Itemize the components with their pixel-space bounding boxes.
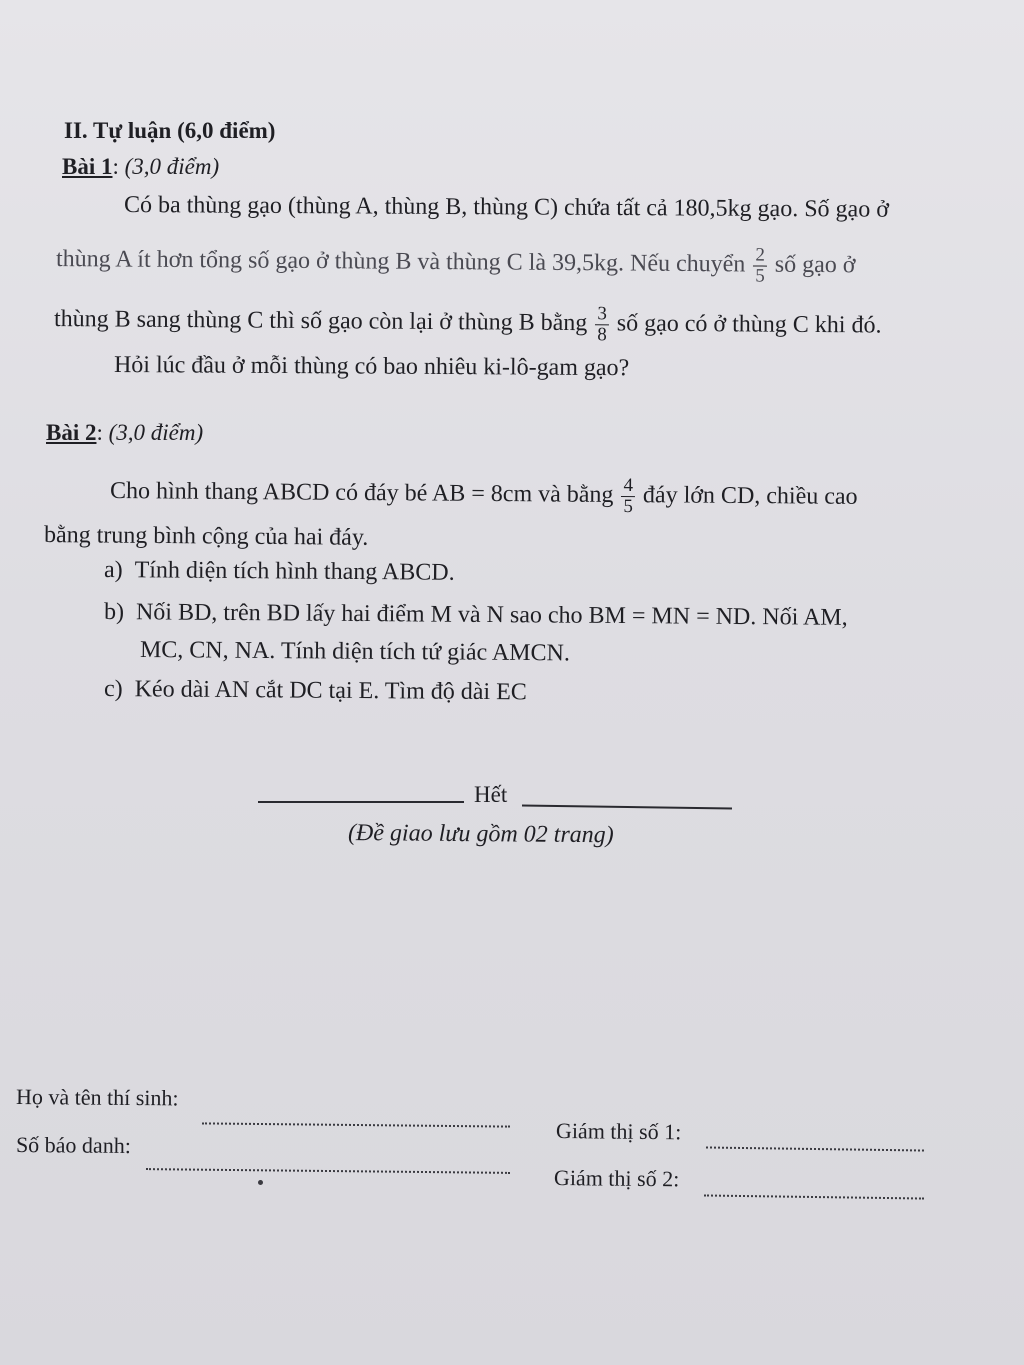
proctor2-field: [704, 1194, 924, 1199]
fraction-numerator: 3: [595, 304, 609, 325]
bai1-points: (3,0 điểm): [124, 154, 220, 179]
bai1-fraction-2-5: [753, 245, 767, 286]
bai2-item-a: [104, 555, 455, 588]
bai1-line2-text: thùng A ít hơn tổng số gạo ở thùng B và thùng C là 39,5kg. Nếu chuyển: [55, 246, 746, 278]
bai2-fraction-4-5: [621, 476, 635, 517]
bai1-fraction-3-8: [595, 304, 609, 345]
proctor2-label: Giám thị số 2:: [553, 1165, 680, 1192]
fraction-denominator: 5: [623, 496, 633, 518]
bai1-line1: Có ba thùng gạo (thùng A, thùng B, thùng C) chứa tất cả 180,5kg gạo. Số gạo ở: [123, 192, 890, 223]
end-rule-left: [258, 801, 464, 803]
end-text: Hết: [474, 782, 508, 807]
candidate-id-label: Số báo danh:: [15, 1132, 131, 1159]
bai2-line1-tail: đáy lớn CD, chiều cao: [642, 482, 858, 510]
page-count-note: (Đề giao lưu gồm 02 trang): [347, 820, 614, 849]
end-rule-right: [522, 805, 732, 809]
fraction-denominator: 5: [755, 265, 765, 287]
fraction-denominator: 8: [597, 324, 607, 346]
bai2-line2: bằng trung bình cộng của hai đáy.: [43, 522, 369, 551]
bai1-line3: [54, 300, 882, 347]
bai1-label: Bài 1: [62, 154, 113, 179]
bai2-item-c: [104, 674, 527, 707]
bai1-question: Hỏi lúc đầu ở mỗi thùng có bao nhiêu ki-lô-gam gạo?: [113, 352, 630, 382]
bai2-line1-text: Cho hình thang ABCD có đáy bé AB = 8cm và bằng: [109, 478, 614, 508]
candidate-name-label: Họ và tên thí sinh:: [15, 1084, 179, 1111]
bai2-item-b: [104, 597, 848, 633]
item-marker: a): [103, 557, 123, 584]
bai2-item-b-cont: MC, CN, NA. Tính diện tích tứ giác AMCN.: [139, 637, 570, 667]
proctor1-field: [706, 1146, 924, 1151]
fraction-numerator: 2: [753, 245, 767, 266]
bai1-line2: [56, 240, 856, 287]
bai1-line2-tail: số gạo ở: [774, 251, 856, 279]
bai2-line1: [110, 472, 858, 519]
bai1-header: Bài 1: (3,0 điểm): [62, 154, 220, 179]
bai2-points: (3,0 điểm): [108, 420, 204, 445]
bai2-header: Bài 2: (3,0 điểm): [46, 420, 204, 445]
proctor1-label: Giám thị số 1:: [555, 1118, 682, 1145]
candidate-id-field: [146, 1168, 510, 1174]
item-a-text: Tính diện tích hình thang ABCD.: [134, 557, 455, 586]
ink-dot: [258, 1180, 263, 1185]
item-marker: c): [103, 676, 123, 703]
fraction-numerator: 4: [621, 476, 635, 497]
bai1-line3-text: thùng B sang thùng C thì số gạo còn lại ở thùng B bằng: [53, 306, 588, 337]
bai2-label: Bài 2: [46, 420, 97, 445]
item-b-text: Nối BD, trên BD lấy hai điểm M và N sao cho BM = MN = ND. Nối AM,: [135, 599, 848, 631]
item-c-text: Kéo dài AN cắt DC tại E. Tìm độ dài EC: [134, 676, 527, 706]
item-marker: b): [103, 599, 125, 626]
section-title: II. Tự luận (6,0 điểm): [64, 118, 276, 143]
candidate-name-field: [202, 1122, 510, 1127]
bai1-line3-tail: số gạo có ở thùng C khi đó.: [616, 310, 882, 339]
